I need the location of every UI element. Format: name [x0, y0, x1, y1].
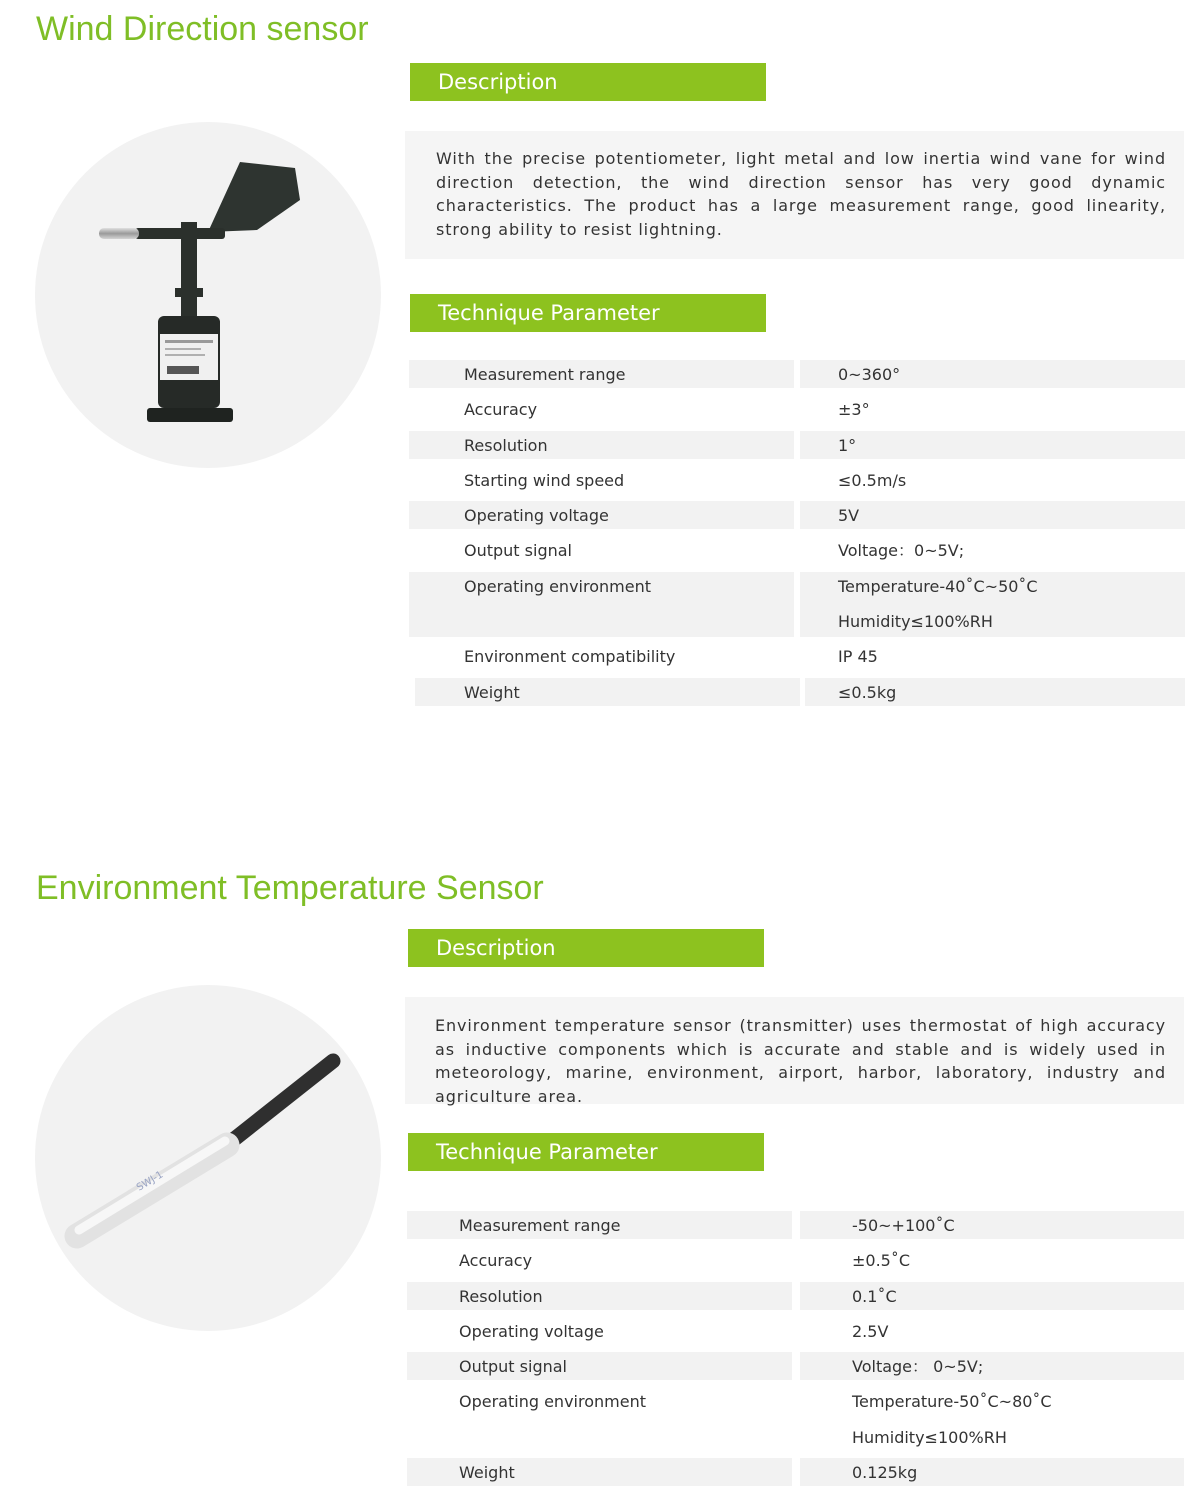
param-value: 0.125kg — [800, 1458, 1184, 1486]
param-name: Resolution — [409, 431, 794, 459]
param-name: Measurement range — [409, 360, 794, 388]
param-value: ≤0.5kg — [805, 678, 1185, 706]
table-row — [407, 1352, 1184, 1387]
param-value: 0.1˚C — [800, 1282, 1184, 1310]
param-name: Accuracy — [464, 400, 538, 420]
temp-description-header: Description — [408, 929, 764, 967]
param-value: 2.5V — [852, 1321, 889, 1341]
table-row — [407, 1211, 1184, 1246]
temp-parameter-header: Technique Parameter — [408, 1133, 764, 1171]
param-value: IP 45 — [838, 647, 878, 667]
param-name: Resolution — [407, 1282, 792, 1310]
table-row — [409, 572, 1185, 643]
param-name: Weight — [415, 678, 800, 706]
param-name: Accuracy — [459, 1251, 533, 1271]
param-value: 0~360° — [800, 360, 1185, 388]
param-name: Operating environment — [409, 572, 794, 637]
param-value: Temperature-40˚C~50˚C — [838, 576, 1038, 596]
table-row — [407, 1282, 1184, 1317]
param-name: Output signal — [407, 1352, 792, 1380]
wind-description-text: With the precise potentiometer, light metal and low inertia wind vane for wind direction detection, the wind direction sensor has very good dynamic characteristics. The product has a large measurement range, good linearity, strong ability to resist lightning. — [405, 131, 1184, 259]
table-row — [409, 466, 1185, 501]
param-name: Operating voltage — [459, 1321, 604, 1341]
param-name: Weight — [407, 1458, 792, 1486]
table-row — [409, 642, 1185, 677]
param-value: Humidity≤100%RH — [852, 1427, 1007, 1447]
table-row — [409, 431, 1185, 466]
table-row — [407, 1317, 1184, 1352]
param-name: Starting wind speed — [464, 470, 625, 490]
table-row — [409, 501, 1185, 536]
param-value: ±3° — [838, 400, 870, 420]
table-row — [407, 1246, 1184, 1281]
param-name: Output signal — [464, 541, 572, 561]
temp-sensor-photo — [35, 985, 381, 1331]
param-name: Measurement range — [407, 1211, 792, 1239]
temp-parameter-table — [407, 1211, 1184, 1493]
wind-vane-image — [35, 122, 381, 468]
param-value: 5V — [800, 501, 1185, 529]
param-value: ≤0.5m/s — [838, 470, 907, 490]
param-value: Temperature-50˚C~80˚C — [852, 1392, 1052, 1412]
temperature-probe-image — [35, 985, 381, 1331]
wind-parameter-table — [409, 360, 1185, 713]
param-value: 1° — [800, 431, 1185, 459]
param-value: ±0.5˚C — [852, 1251, 911, 1271]
param-value: Voltage： 0~5V; — [800, 1352, 1184, 1380]
param-name: Operating voltage — [409, 501, 794, 529]
wind-parameter-header: Technique Parameter — [410, 294, 766, 332]
param-value: Humidity≤100%RH — [838, 612, 993, 632]
param-value: Voltage：0~5V; — [838, 541, 965, 561]
param-name: Environment compatibility — [464, 647, 676, 667]
temp-sensor-title: Environment Temperature Sensor — [36, 869, 544, 907]
wind-description-header: Description — [410, 63, 766, 101]
wind-sensor-photo — [35, 122, 381, 468]
table-row — [407, 1458, 1184, 1493]
table-row — [409, 678, 1185, 713]
table-row — [409, 536, 1185, 571]
table-row — [409, 395, 1185, 430]
table-row — [407, 1387, 1184, 1458]
param-value: -50~+100˚C — [800, 1211, 1184, 1239]
param-value-group — [800, 572, 1185, 637]
param-name: Operating environment — [459, 1392, 646, 1412]
svg-text:SWJ-1: SWJ-1 — [134, 1169, 166, 1194]
param-value-group — [800, 1387, 1184, 1452]
wind-sensor-title: Wind Direction sensor — [36, 10, 369, 48]
temp-description-text: Environment temperature sensor (transmitter) uses thermostat of high accuracy as inductive components which is accurate and stable and is widely used in meteorology, marine, environment, airport, harbor, laboratory, industry and agriculture area. — [405, 997, 1184, 1104]
table-row — [409, 360, 1185, 395]
